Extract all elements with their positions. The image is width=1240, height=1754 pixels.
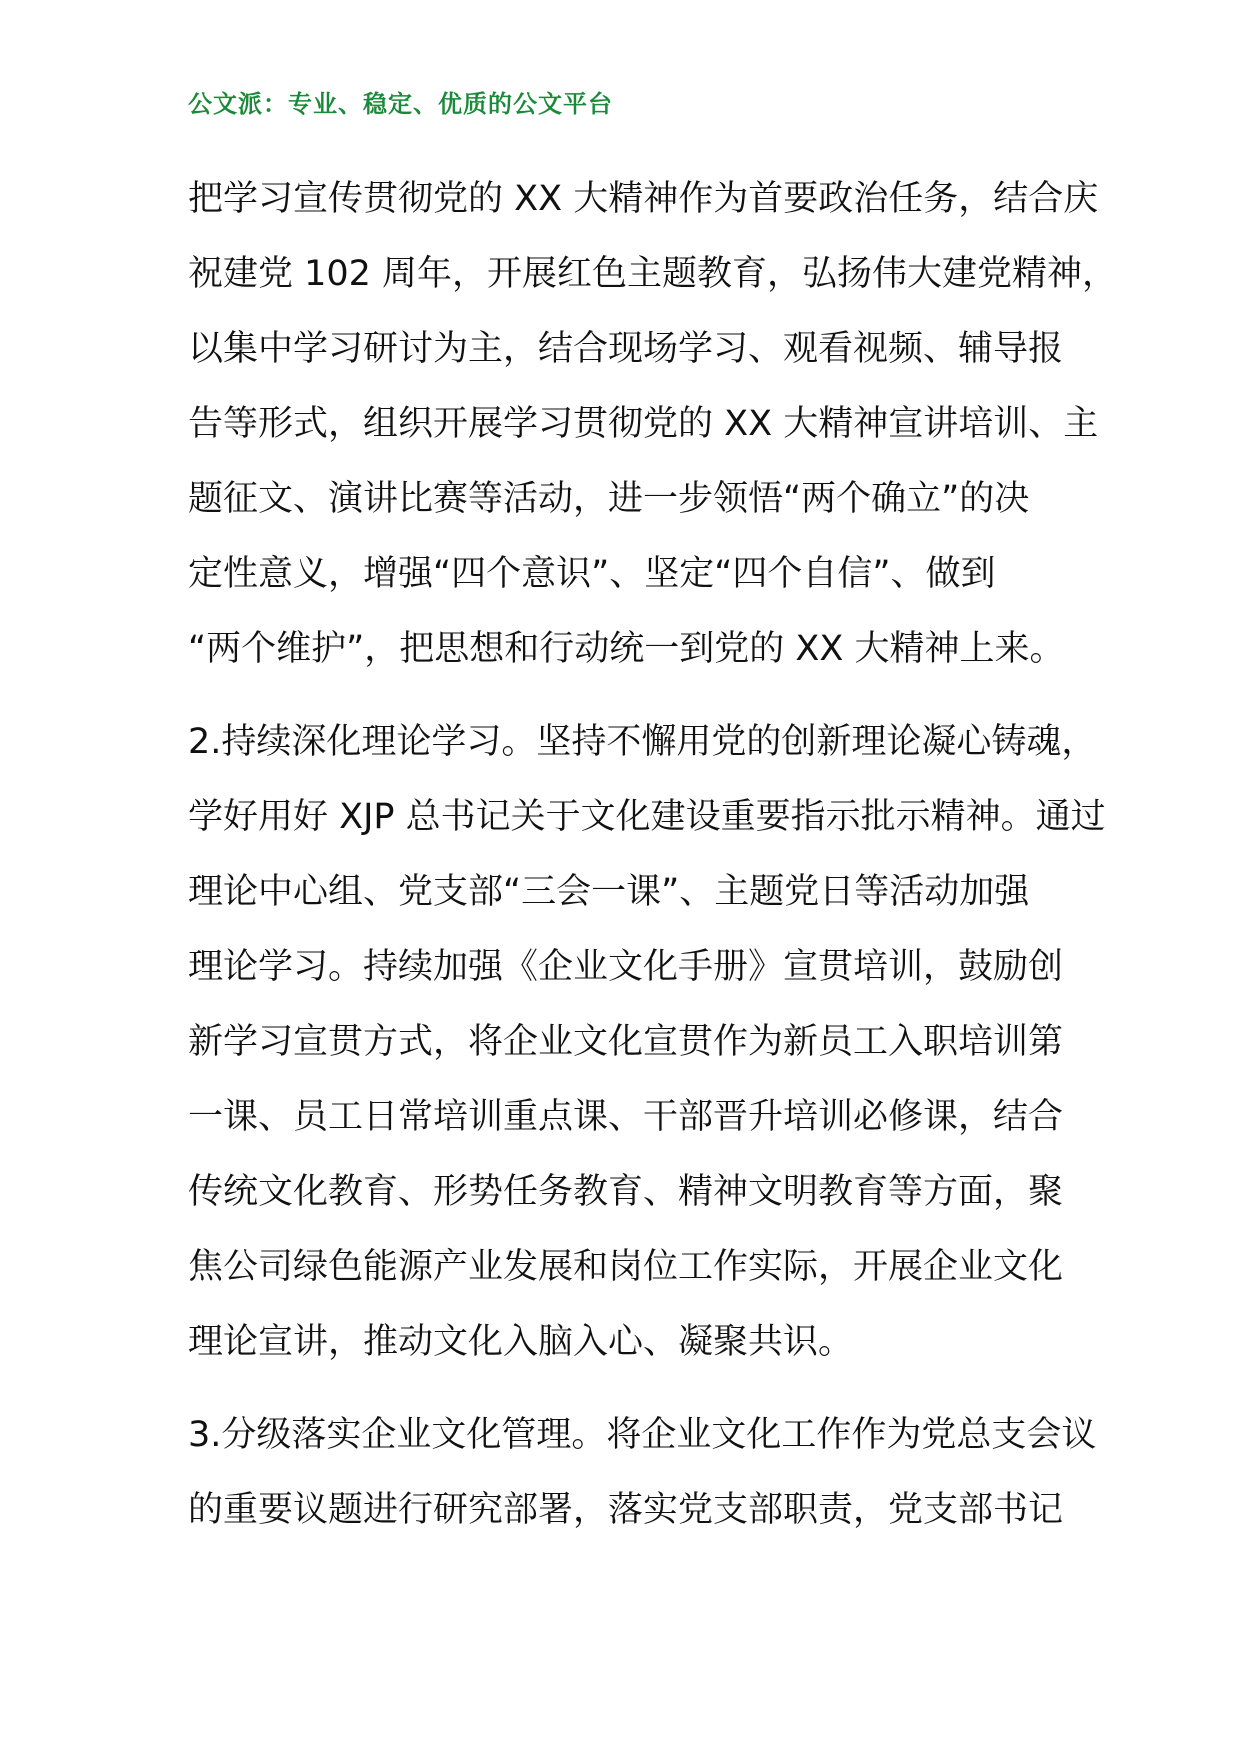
paragraph-culture-management [188, 1398, 1097, 1548]
paragraph-line: 新学习宣贯方式，将企业文化宣贯作为新员工入职培训第 [188, 1022, 1064, 1062]
paragraph-line: 祝建党 102 周年，开展红色主题教育，弘扬伟大建党精神， [188, 254, 1118, 294]
paragraph-line: 理论中心组、党支部“三会一课”、主题党日等活动加强 [188, 872, 1030, 912]
paragraph-theory-study [188, 705, 1106, 1380]
paragraph-line: 的重要议题进行研究部署，落实党支部职责，党支部书记 [188, 1490, 1064, 1530]
paragraph-line: 把学习宣传贯彻党的 XX 大精神作为首要政治任务，结合庆 [188, 179, 1099, 219]
paragraph-line: 题征文、演讲比赛等活动，进一步领悟“两个确立”的决 [188, 479, 1030, 519]
paragraph-party-spirit [188, 162, 1118, 687]
paragraph-line: 学好用好 XJP 总书记关于文化建设重要指示批示精神。通过 [188, 797, 1106, 837]
paragraph-line: 传统文化教育、形势任务教育、精神文明教育等方面，聚 [188, 1172, 1064, 1212]
paragraph-line: 理论宣讲，推动文化入脑入心、凝聚共识。 [188, 1322, 854, 1362]
paragraph-line: 以集中学习研讨为主，结合现场学习、观看视频、辅导报 [188, 329, 1064, 369]
paragraph-line: 定性意义，增强“四个意识”、坚定“四个自信”、做到 [188, 554, 996, 594]
paragraph-line: 2.持续深化理论学习。坚持不懈用党的创新理论凝心铸魂， [188, 722, 1097, 762]
document-body [188, 162, 1118, 1548]
paragraph-line: 告等形式，组织开展学习贯彻党的 XX 大精神宣讲培训、主 [188, 404, 1099, 444]
site-tagline: 公文派：专业、稳定、优质的公文平台 [188, 90, 613, 118]
paragraph-line: 一课、员工日常培训重点课、干部晋升培训必修课，结合 [188, 1097, 1064, 1137]
paragraph-line: 理论学习。持续加强《企业文化手册》宣贯培训，鼓励创 [188, 947, 1064, 987]
paragraph-line: 3.分级落实企业文化管理。将企业文化工作作为党总支会议 [188, 1415, 1097, 1455]
paragraph-line: 焦公司绿色能源产业发展和岗位工作实际，开展企业文化 [188, 1247, 1064, 1287]
paragraph-line: “两个维护”，把思想和行动统一到党的 XX 大精神上来。 [188, 629, 1065, 669]
